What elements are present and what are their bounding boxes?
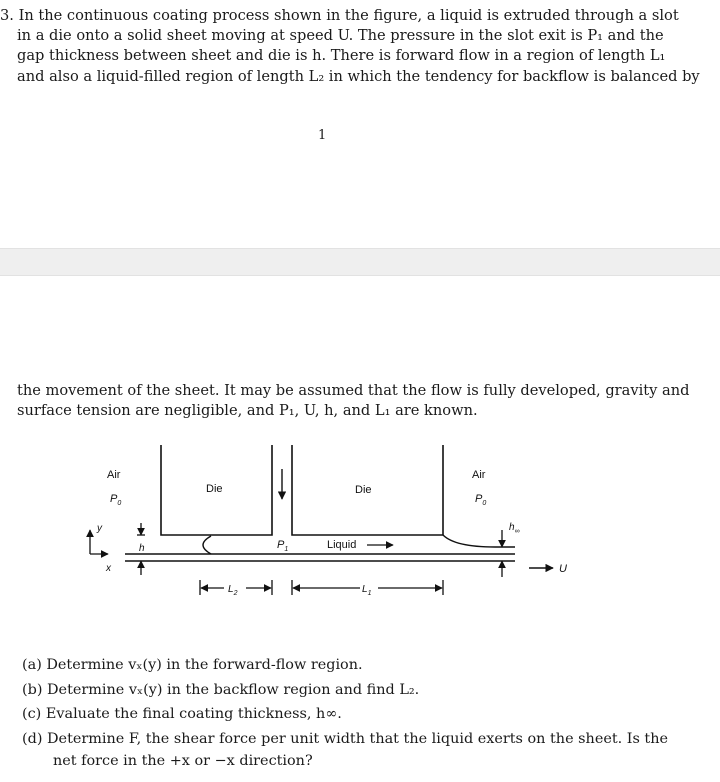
air-right-label: Air xyxy=(472,469,486,481)
question-list xyxy=(22,653,682,771)
text-line: gap thickness between sheet and die is h. There is forward flow in a region of length L₁ xyxy=(17,47,666,65)
text-line: and also a liquid-filled region of length L₂ in which the tendency for backflow is balanced by xyxy=(17,67,700,85)
y-axis-label: y xyxy=(97,523,102,534)
text-line: surface tension are negligible, and P₁, U, h, and L₁ are known. xyxy=(17,402,478,420)
question-d: (d) Determine F, the shear force per unit width that the liquid exerts on the sheet. Is the xyxy=(22,730,668,747)
problem-paragraph-1 xyxy=(0,6,700,87)
question-a: (a) Determine vₓ(y) in the forward-flow region. xyxy=(22,657,363,673)
x-axis-label: x xyxy=(106,563,111,574)
page-separator xyxy=(0,248,720,276)
die-left-label: Die xyxy=(206,483,223,495)
text-line: the movement of the sheet. It may be assumed that the flow is fully developed, gravity and xyxy=(17,382,690,399)
u-label: U xyxy=(559,563,567,575)
l1-label: $L_1$ xyxy=(362,584,372,597)
problem-paragraph-2 xyxy=(17,381,689,421)
coating-process-figure xyxy=(75,437,595,612)
question-d-continued: net force in the +x or −x direction? xyxy=(53,753,313,770)
h-infinity-label: $h_\infty$ xyxy=(509,522,520,535)
coating-film-curve xyxy=(443,535,515,547)
h-label: h xyxy=(139,543,145,554)
text-line: in a die onto a solid sheet moving at speed U. The pressure in the slot exit is P₁ and the xyxy=(17,27,664,45)
liquid-label: Liquid xyxy=(327,539,357,551)
l2-label: $L_2$ xyxy=(228,584,238,597)
meniscus-curve xyxy=(203,536,211,554)
p0-right-label: $P_0$ xyxy=(475,493,487,507)
text-line: 3. In the continuous coating process shown in the figure, a liquid is extruded through a slot xyxy=(0,7,679,24)
p1-label: $P_1$ xyxy=(277,539,289,553)
p0-left-label: $P_0$ xyxy=(110,493,122,507)
page-number: 1 xyxy=(318,128,327,143)
die-right-label: Die xyxy=(355,484,372,496)
question-c: (c) Evaluate the final coating thickness, h∞. xyxy=(22,706,342,723)
air-left-label: Air xyxy=(107,469,121,481)
question-b: (b) Determine vₓ(y) in the backflow region and find L₂. xyxy=(22,681,420,698)
